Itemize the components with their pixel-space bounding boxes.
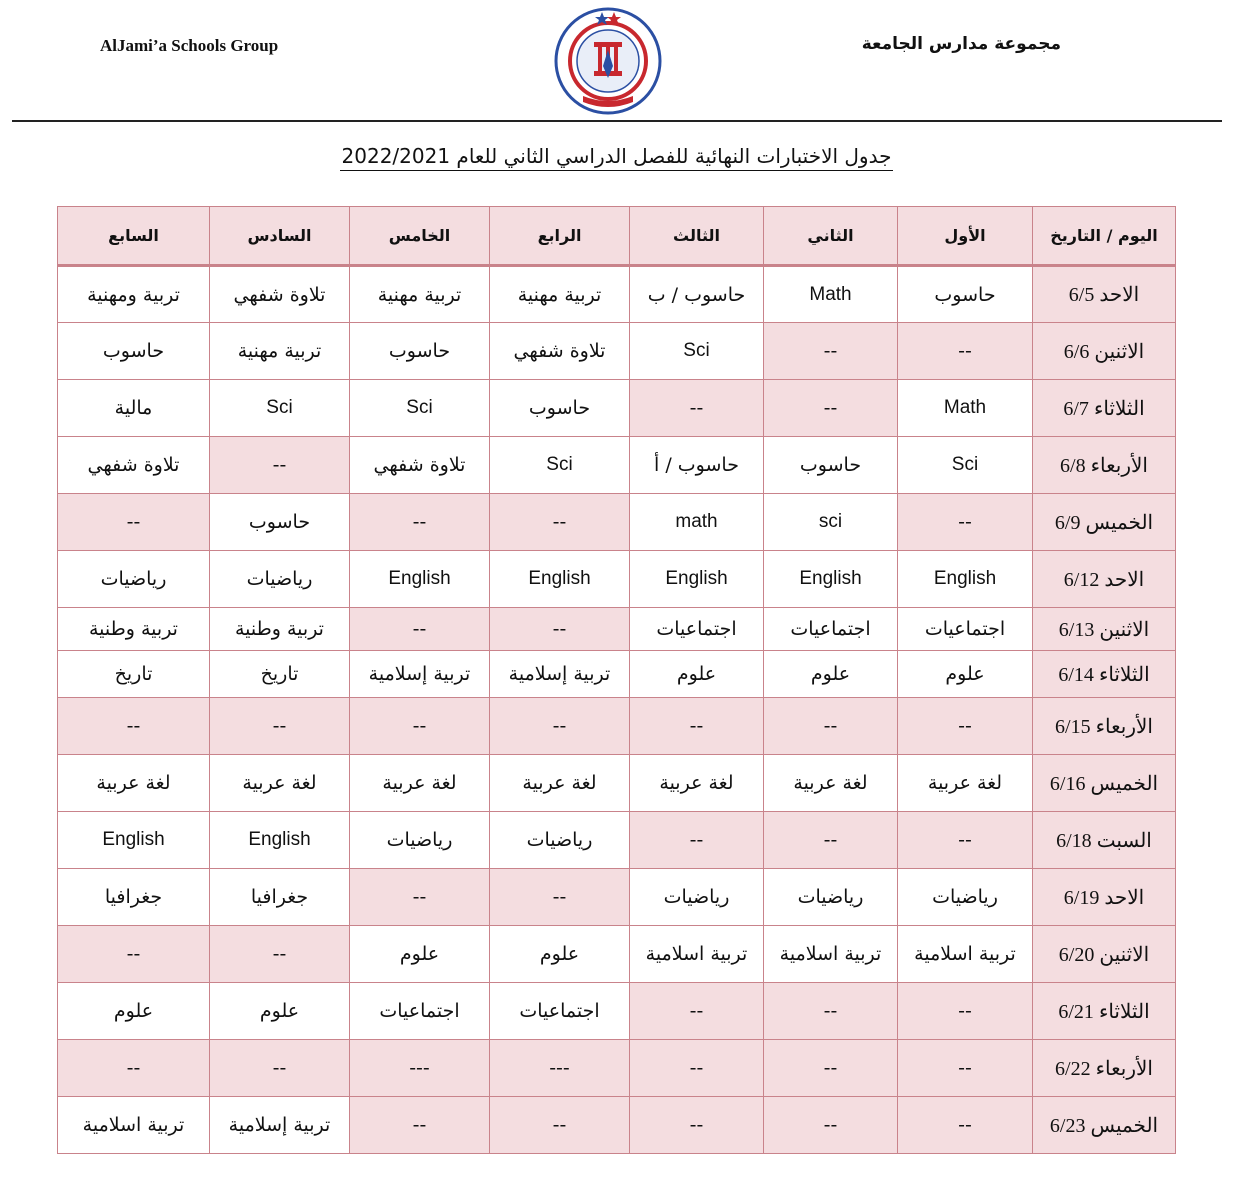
exam-cell: Sci [350,380,490,437]
exam-cell: Sci [630,323,764,380]
exam-cell: -- [210,1040,350,1097]
exam-cell: Sci [210,380,350,437]
exam-cell: -- [898,494,1033,551]
day-date-cell: الخميس 6/23 [1033,1097,1176,1154]
exam-cell: -- [350,608,490,651]
exam-cell: تربية وطنية [58,608,210,651]
exam-cell: -- [210,437,350,494]
col-header-4: الرابع [490,207,630,266]
exam-cell: حاسوب / أ [630,437,764,494]
exam-cell: اجتماعيات [764,608,898,651]
exam-cell: -- [210,698,350,755]
table-row [58,755,1176,812]
page-title-text: جدول الاختبارات النهائية للفصل الدراسي الثاني للعام 2022/2021 [340,144,894,171]
exam-cell: -- [898,983,1033,1040]
col-header-1: الأول [898,207,1033,266]
day-date-cell: الاثنين 6/13 [1033,608,1176,651]
exam-cell: تربية إسلامية [490,651,630,698]
exam-cell: English [58,812,210,869]
exam-cell: English [350,551,490,608]
table-row [58,323,1176,380]
exam-cell: Math [898,380,1033,437]
school-logo [553,6,663,116]
org-name-ar: مجموعة مدارس الجامعة [861,34,1061,54]
exam-cell: -- [630,812,764,869]
exam-cell: تربية اسلامية [630,926,764,983]
header-divider [12,120,1222,122]
table-row [58,266,1176,323]
exam-cell: تربية اسلامية [58,1097,210,1154]
col-header-2: الثاني [764,207,898,266]
exam-cell: -- [58,494,210,551]
exam-cell: -- [58,1040,210,1097]
day-date-cell: السبت 6/18 [1033,812,1176,869]
table-row [58,380,1176,437]
exam-cell: -- [764,380,898,437]
table-row [58,983,1176,1040]
exam-cell: رياضيات [490,812,630,869]
table-row [58,698,1176,755]
exam-cell: رياضيات [630,869,764,926]
exam-cell: تاريخ [58,651,210,698]
exam-cell: تربية وطنية [210,608,350,651]
exam-cell: -- [630,698,764,755]
day-date-cell: الأربعاء 6/15 [1033,698,1176,755]
exam-cell: -- [490,494,630,551]
exam-cell: رياضيات [764,869,898,926]
exam-cell: لغة عربية [898,755,1033,812]
exam-cell: -- [350,869,490,926]
exam-cell: -- [490,1097,630,1154]
exam-cell: --- [350,1040,490,1097]
exam-cell: -- [490,869,630,926]
table-row [58,494,1176,551]
exam-cell: تلاوة شفهي [58,437,210,494]
day-date-cell: الثلاثاء 6/14 [1033,651,1176,698]
exam-cell: -- [764,323,898,380]
day-date-cell: الثلاثاء 6/21 [1033,983,1176,1040]
exam-cell: اجتماعيات [898,608,1033,651]
exam-cell: English [210,812,350,869]
exam-cell: -- [490,608,630,651]
exam-cell: -- [764,983,898,1040]
col-header-3: الثالث [630,207,764,266]
exam-cell: حاسوب [58,323,210,380]
col-header-7: السابع [58,207,210,266]
table-row [58,1097,1176,1154]
exam-cell: English [490,551,630,608]
exam-schedule-table [57,206,1176,1154]
col-header-6: السادس [210,207,350,266]
exam-cell: math [630,494,764,551]
day-date-cell: الاحد 6/19 [1033,869,1176,926]
exam-cell: --- [490,1040,630,1097]
exam-cell: Sci [898,437,1033,494]
exam-cell: -- [898,698,1033,755]
exam-cell: تلاوة شفهي [210,266,350,323]
day-date-cell: الأربعاء 6/8 [1033,437,1176,494]
col-header-day: اليوم / التاريخ [1033,207,1176,266]
exam-cell: English [898,551,1033,608]
exam-cell: تربية إسلامية [210,1097,350,1154]
table-row [58,437,1176,494]
exam-cell: -- [898,1040,1033,1097]
exam-cell: لغة عربية [350,755,490,812]
table-header-row [58,207,1176,266]
table-row [58,926,1176,983]
table-row [58,651,1176,698]
day-date-cell: الخميس 6/9 [1033,494,1176,551]
exam-cell: حاسوب / ب [630,266,764,323]
exam-cell: علوم [898,651,1033,698]
exam-cell: لغة عربية [630,755,764,812]
day-date-cell: الخميس 6/16 [1033,755,1176,812]
exam-cell: لغة عربية [764,755,898,812]
exam-cell: -- [350,494,490,551]
exam-cell: -- [898,323,1033,380]
table-row [58,869,1176,926]
exam-cell: رياضيات [58,551,210,608]
exam-cell: -- [898,812,1033,869]
exam-cell: حاسوب [490,380,630,437]
day-date-cell: الثلاثاء 6/7 [1033,380,1176,437]
exam-cell: اجتماعيات [630,608,764,651]
exam-cell: -- [630,983,764,1040]
exam-cell: -- [630,1040,764,1097]
exam-cell: لغة عربية [58,755,210,812]
exam-cell: تاريخ [210,651,350,698]
exam-cell: لغة عربية [490,755,630,812]
exam-cell: جغرافيا [58,869,210,926]
exam-cell: تربية اسلامية [898,926,1033,983]
exam-cell: -- [898,1097,1033,1154]
exam-cell: -- [764,1040,898,1097]
day-date-cell: الاثنين 6/6 [1033,323,1176,380]
exam-cell: لغة عربية [210,755,350,812]
exam-cell: -- [630,380,764,437]
exam-cell: -- [210,926,350,983]
exam-cell: تربية اسلامية [764,926,898,983]
exam-cell: علوم [210,983,350,1040]
exam-cell: تربية مهنية [490,266,630,323]
exam-cell: -- [490,698,630,755]
exam-cell: sci [764,494,898,551]
exam-cell: -- [764,1097,898,1154]
exam-cell: English [630,551,764,608]
exam-cell: رياضيات [350,812,490,869]
exam-cell: -- [350,1097,490,1154]
org-name-en: AlJami’a Schools Group [100,36,279,55]
table-row [58,812,1176,869]
day-date-cell: الاحد 6/12 [1033,551,1176,608]
exam-cell: تربية إسلامية [350,651,490,698]
col-header-5: الخامس [350,207,490,266]
exam-cell: علوم [630,651,764,698]
exam-cell: -- [58,926,210,983]
exam-cell: -- [58,698,210,755]
day-date-cell: الأربعاء 6/22 [1033,1040,1176,1097]
exam-cell: علوم [58,983,210,1040]
exam-cell: رياضيات [210,551,350,608]
day-date-cell: الاثنين 6/20 [1033,926,1176,983]
exam-cell: -- [764,698,898,755]
exam-cell: تلاوة شفهي [490,323,630,380]
day-date-cell: الاحد 6/5 [1033,266,1176,323]
exam-cell: علوم [764,651,898,698]
exam-cell: تربية مهنية [210,323,350,380]
exam-cell: حاسوب [350,323,490,380]
exam-cell: تربية مهنية [350,266,490,323]
exam-cell: -- [350,698,490,755]
exam-cell: جغرافيا [210,869,350,926]
exam-cell: Math [764,266,898,323]
exam-cell: اجتماعيات [490,983,630,1040]
exam-cell: علوم [350,926,490,983]
table-row [58,1040,1176,1097]
exam-cell: علوم [490,926,630,983]
exam-cell: English [764,551,898,608]
exam-cell: حاسوب [898,266,1033,323]
exam-cell: -- [630,1097,764,1154]
page-title [0,144,1233,168]
exam-cell: رياضيات [898,869,1033,926]
table-row [58,608,1176,651]
exam-cell: اجتماعيات [350,983,490,1040]
table-row [58,551,1176,608]
exam-cell: Sci [490,437,630,494]
exam-cell: حاسوب [210,494,350,551]
exam-cell: -- [764,812,898,869]
exam-cell: مالية [58,380,210,437]
exam-cell: حاسوب [764,437,898,494]
exam-cell: تربية ومهنية [58,266,210,323]
exam-cell: تلاوة شفهي [350,437,490,494]
